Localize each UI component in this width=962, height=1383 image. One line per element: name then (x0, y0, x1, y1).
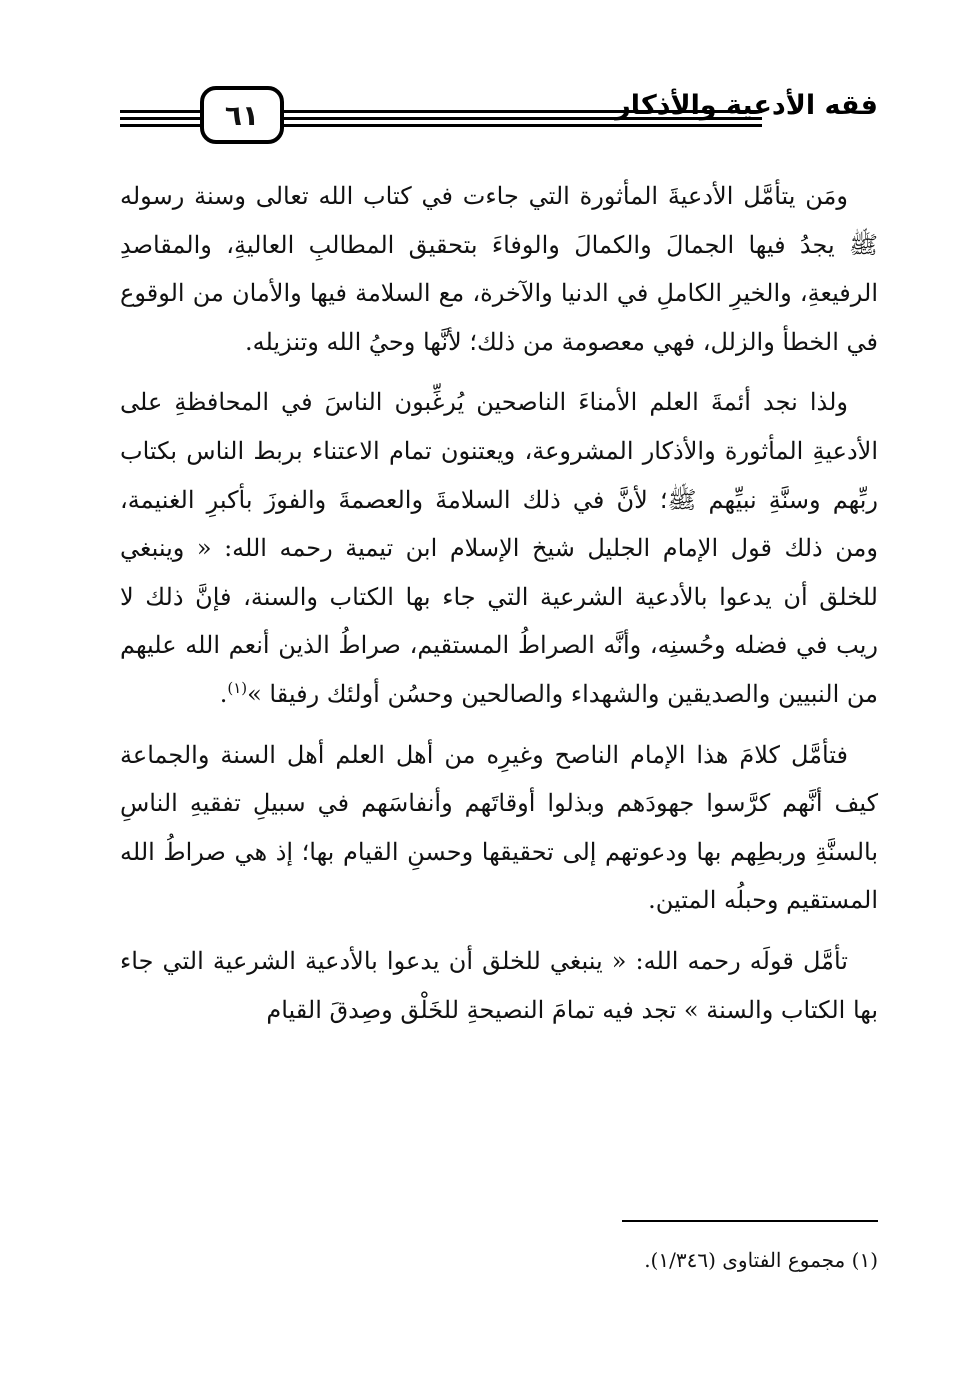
paragraph: فتأمَّل كلامَ هذا الإمام الناصح وغيرِه من أهل العلم أهل السنة والجماعة كيف أنَّهم كرَّسوا جهودَهم وبذلوا أوقاتَهم وأنفاسَهم في سبيلِ تفقيهِ الناسِ بالسنَّةِ وربطِهم بها ودعوتهم إلى تحقيقها وحسنِ القيام بها؛ إذ هي صراطُ الله المستقيم وحبلُه المتين. (120, 740, 878, 915)
footnote-reference[interactable]: (١) (227, 678, 248, 697)
header-rule (120, 124, 200, 127)
header-rule (120, 110, 200, 113)
running-title: فقه الأدعية والأذكار (615, 90, 878, 121)
paragraph: ولذا نجد أئمةَ العلم الأمناءَ الناصحين يُرغِّبون الناسَ في المحافظةِ على الأدعيةِ المأثورة والأذكار المشروعة، ويعتنون تمام الاعتناء بربط الناس بكتاب ربِّهم وسنَّةِ نبيِّهم ﷺ؛ لأنَّ في ذلك السلامةَ والعصمةَ والفوزَ بأكبرِ الغنيمة، ومن ذلك قول الإمام الجليل شيخ الإسلام ابن تيمية رحمه الله: « وينبغي للخلق أن يدعوا بالأدعية الشرعية التي جاء بها الكتاب والسنة، فإنَّ ذلك لا ريب في فضله وحُسنِه، وأنَّه الصراطُ المستقيم، صراطُ الذين أنعم الله عليهم من النبيين والصديقين والشهداء والصالحين وحسُن أولئك رفيقا »$^{(١)}$. (120, 388, 878, 708)
footnote: (١) مجموع الفتاوى (١/٣٤٦). (644, 1248, 878, 1272)
footnote-divider (622, 1220, 878, 1222)
paragraph: ومَن يتأمَّل الأدعيةَ المأثورة التي جاءت في كتاب الله تعالى وسنة رسوله ﷺ يجدُ فيها الجمالَ والكمالَ والوفاءَ بتحقيق المطالبِ العاليةِ، والمقاصدِ الرفيعةِ، والخيرِ الكاملِ في الدنيا والآخرة، مع السلامة فيها والأمان من الوقوع في الخطأ والزلل، فهي معصومة من ذلك؛ لأنَّها وحيُ الله وتنزيله. (120, 182, 879, 356)
paragraph-text: ولذا نجد أئمةَ العلم الأمناءَ الناصحين يُرغِّبون الناسَ في المحافظةِ على الأدعيةِ المأثورة والأذكار المشروعة، ويعتنون تمام الاعتناء بربط الناس بكتاب ربِّهم وسنَّةِ نبيِّهم ﷺ؛ لأنَّ في ذلك السلامةَ والعصمةَ والفوزَ بأكبرِ الغنيمة، ومن ذلك قول الإمام الجليل شيخ الإسلام ابن تيمية رحمه الله: « وينبغي للخلق أن يدعوا بالأدعية الشرعية التي جاء بها الكتاب والسنة، فإنَّ ذلك لا ريب في فضله وحُسنِه، وأنَّه الصراطُ المستقيم، صراطُ الذين أنعم الله عليهم من النبيين والصديقين والشهداء والصالحين وحسُن أولئك رفيقا » (120, 388, 878, 708)
main-text (120, 172, 878, 1046)
page-number: ٦١ (200, 86, 284, 144)
page-header (120, 72, 878, 150)
header-rule (120, 117, 200, 120)
paragraph: تأمَّل قولَه رحمه الله: « ينبغي للخلق أن يدعوا بالأدعية الشرعية التي جاء بها الكتاب والسنة » تجد فيه تمامَ النصيحةِ للخَلْق وصِدقَ القيام (120, 946, 878, 1024)
